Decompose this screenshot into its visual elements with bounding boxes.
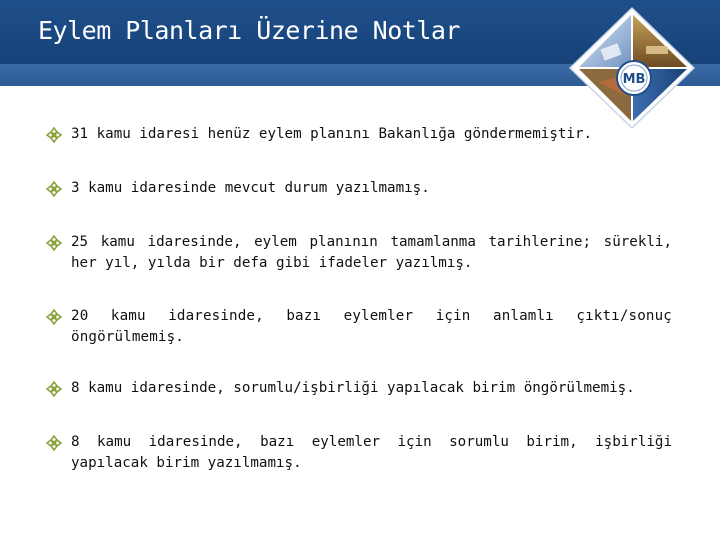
list-item: [46, 378, 674, 399]
diamond-bullet-icon: [46, 435, 62, 451]
bullet-text: 25 kamu idaresinde, eylem planının tamamlanma tarihlerine; sürekli, her yıl, yılda bir defa gibi ifadeler yazılmış.: [71, 234, 672, 271]
logo-graphic: [568, 6, 696, 130]
diamond-bullet-icon: [46, 309, 62, 325]
diamond-bullet-icon: [46, 181, 62, 197]
bullet-text: 8 kamu idaresinde, sorumlu/işbirliği yapılacak birim öngörülmemiş.: [71, 380, 635, 396]
list-item: [46, 232, 674, 274]
list-item: [46, 306, 674, 348]
list-item: [46, 178, 674, 199]
bullet-text: 31 kamu idaresi henüz eylem planını Bakanlığa göndermemiştir.: [71, 126, 593, 142]
diamond-bullet-icon: [46, 235, 62, 251]
list-item: [46, 124, 674, 145]
diamond-bullet-icon: [46, 381, 62, 397]
list-item: [46, 432, 674, 474]
bullet-text: 3 kamu idaresinde mevcut durum yazılmamış.: [71, 180, 430, 196]
logo-text: MB: [622, 72, 646, 87]
page-title: Eylem Planları Üzerine Notlar: [38, 16, 460, 45]
bullet-text: 20 kamu idaresinde, bazı eylemler için anlamlı çıktı/sonuç öngörülmemiş.: [71, 308, 672, 345]
bullet-text: 8 kamu idaresinde, bazı eylemler için sorumlu birim, işbirliği yapılacak birim yazılmamış.: [71, 434, 672, 471]
logo: [568, 6, 696, 130]
diamond-bullet-icon: [46, 127, 62, 143]
